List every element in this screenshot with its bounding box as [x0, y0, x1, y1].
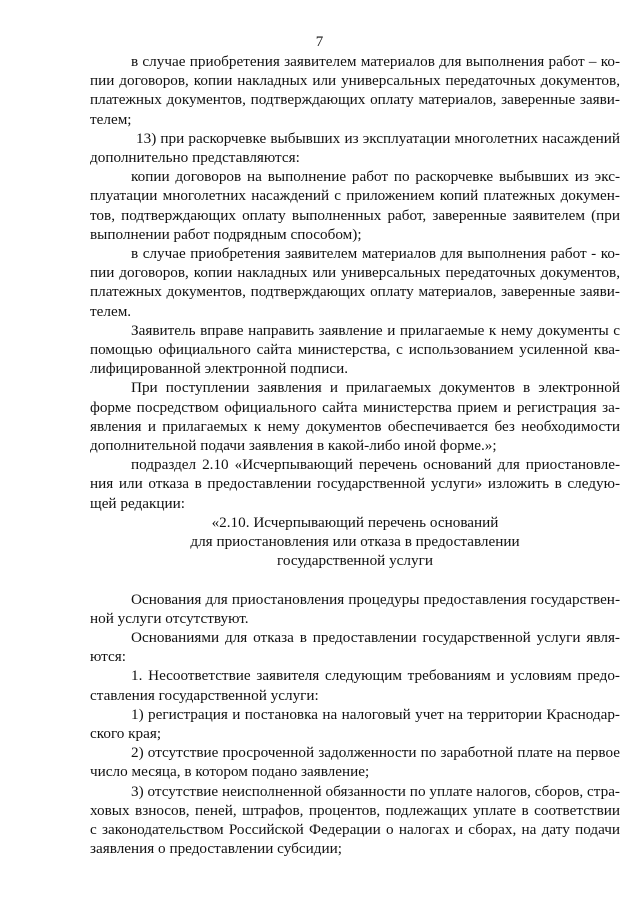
section-heading-line: государственной услуги: [277, 552, 433, 569]
paragraph-line: 2) отсутствие просроченной задолженности по заработной плате на первое: [131, 744, 620, 761]
paragraph-line: платежных документов, подтверждающих оплату материалов, заверенные заяви-: [90, 283, 620, 300]
paragraph-line: 3) отсутствие неисполненной обязанности по уплате налогов, сборов, стра-: [131, 783, 620, 800]
paragraph-line: форме посредством официального сайта министерства прием и регистрация за-: [90, 399, 620, 416]
section-heading-line: для приостановления или отказа в предоставлении: [190, 533, 520, 550]
paragraph-line: пии договоров, копии накладных или универсальных передаточных документов,: [90, 264, 620, 281]
paragraph-line: с законодательством Российской Федерации о налогах и сборах, на дату подачи: [90, 821, 620, 838]
paragraph-line: лифицированной электронной подписи.: [90, 360, 349, 377]
paragraph-line: 13) при раскорчевке выбывших из эксплуатации многолетних насаждений: [136, 130, 620, 147]
paragraph-line: телем;: [90, 111, 132, 128]
paragraph-line: При поступлении заявления и прилагаемых документов в электронной: [131, 379, 620, 396]
paragraph-line: число месяца, в котором подано заявление;: [90, 763, 370, 780]
paragraph-line: Заявитель вправе направить заявление и прилагаемые к нему документы с: [131, 322, 620, 339]
section-heading-line: «2.10. Исчерпывающий перечень оснований: [211, 514, 499, 531]
paragraph-line: дополнительно представляются:: [90, 149, 300, 166]
paragraph-line: заявления о предоставлении субсидии;: [90, 840, 342, 857]
paragraph-line: в случае приобретения заявителем материалов для выполнения работ – ко-: [131, 53, 620, 70]
paragraph-line: ставления государственной услуги:: [90, 687, 319, 704]
paragraph-line: Основания для приостановления процедуры предоставления государствен-: [131, 591, 620, 608]
paragraph-line: платежных документов, подтверждающих оплату материалов, заверенные заяви-: [90, 91, 620, 108]
paragraph-line: ной услуги отсутствуют.: [90, 610, 249, 627]
paragraph-line: помощью официального сайта министерства, с использованием усиленной ква-: [90, 341, 620, 358]
paragraph-line: ховых взносов, пеней, штрафов, процентов, подлежащих уплате в соответствии: [90, 802, 620, 819]
paragraph-line: 1. Несоответствие заявителя следующим требованиям и условиям предо-: [131, 667, 620, 684]
paragraph-line: Основаниями для отказа в предоставлении государственной услуги явля-: [131, 629, 620, 646]
paragraph-line: ния или отказа в предоставлении государственной услуги» изложить в следую-: [90, 475, 620, 492]
paragraph-line: плуатации многолетних насаждений с приложением копий платежных докумен-: [90, 187, 620, 204]
paragraph-line: дополнительной подачи заявления в какой-либо иной форме.»;: [90, 437, 497, 454]
paragraph-line: ского края;: [90, 725, 162, 742]
paragraph-line: подраздел 2.10 «Исчерпывающий перечень оснований для приостановле-: [131, 456, 620, 473]
paragraph-line: 1) регистрация и постановка на налоговый учет на территории Краснодар-: [131, 706, 620, 723]
paragraph-line: в случае приобретения заявителем материалов для выполнения работ - ко-: [131, 245, 620, 262]
paragraph-line: копии договоров на выполнение работ по раскорчевке выбывших из экс-: [131, 168, 620, 185]
paragraph-line: выполнении работ подрядным способом);: [90, 226, 362, 243]
paragraph-line: телем.: [90, 303, 132, 320]
paragraph-line: пии договоров, копии накладных или универсальных передаточных документов,: [90, 72, 620, 89]
paragraph-line: тов, подтверждающих оплату выполненных работ, заверенные заявителем (при: [90, 207, 620, 224]
paragraph-line: явления и прилагаемых к нему документов обеспечивается без необходимости: [90, 418, 620, 435]
paragraph-line: ются:: [90, 648, 126, 665]
paragraph-line: щей редакции:: [90, 495, 185, 512]
page-number: 7: [315, 34, 324, 50]
